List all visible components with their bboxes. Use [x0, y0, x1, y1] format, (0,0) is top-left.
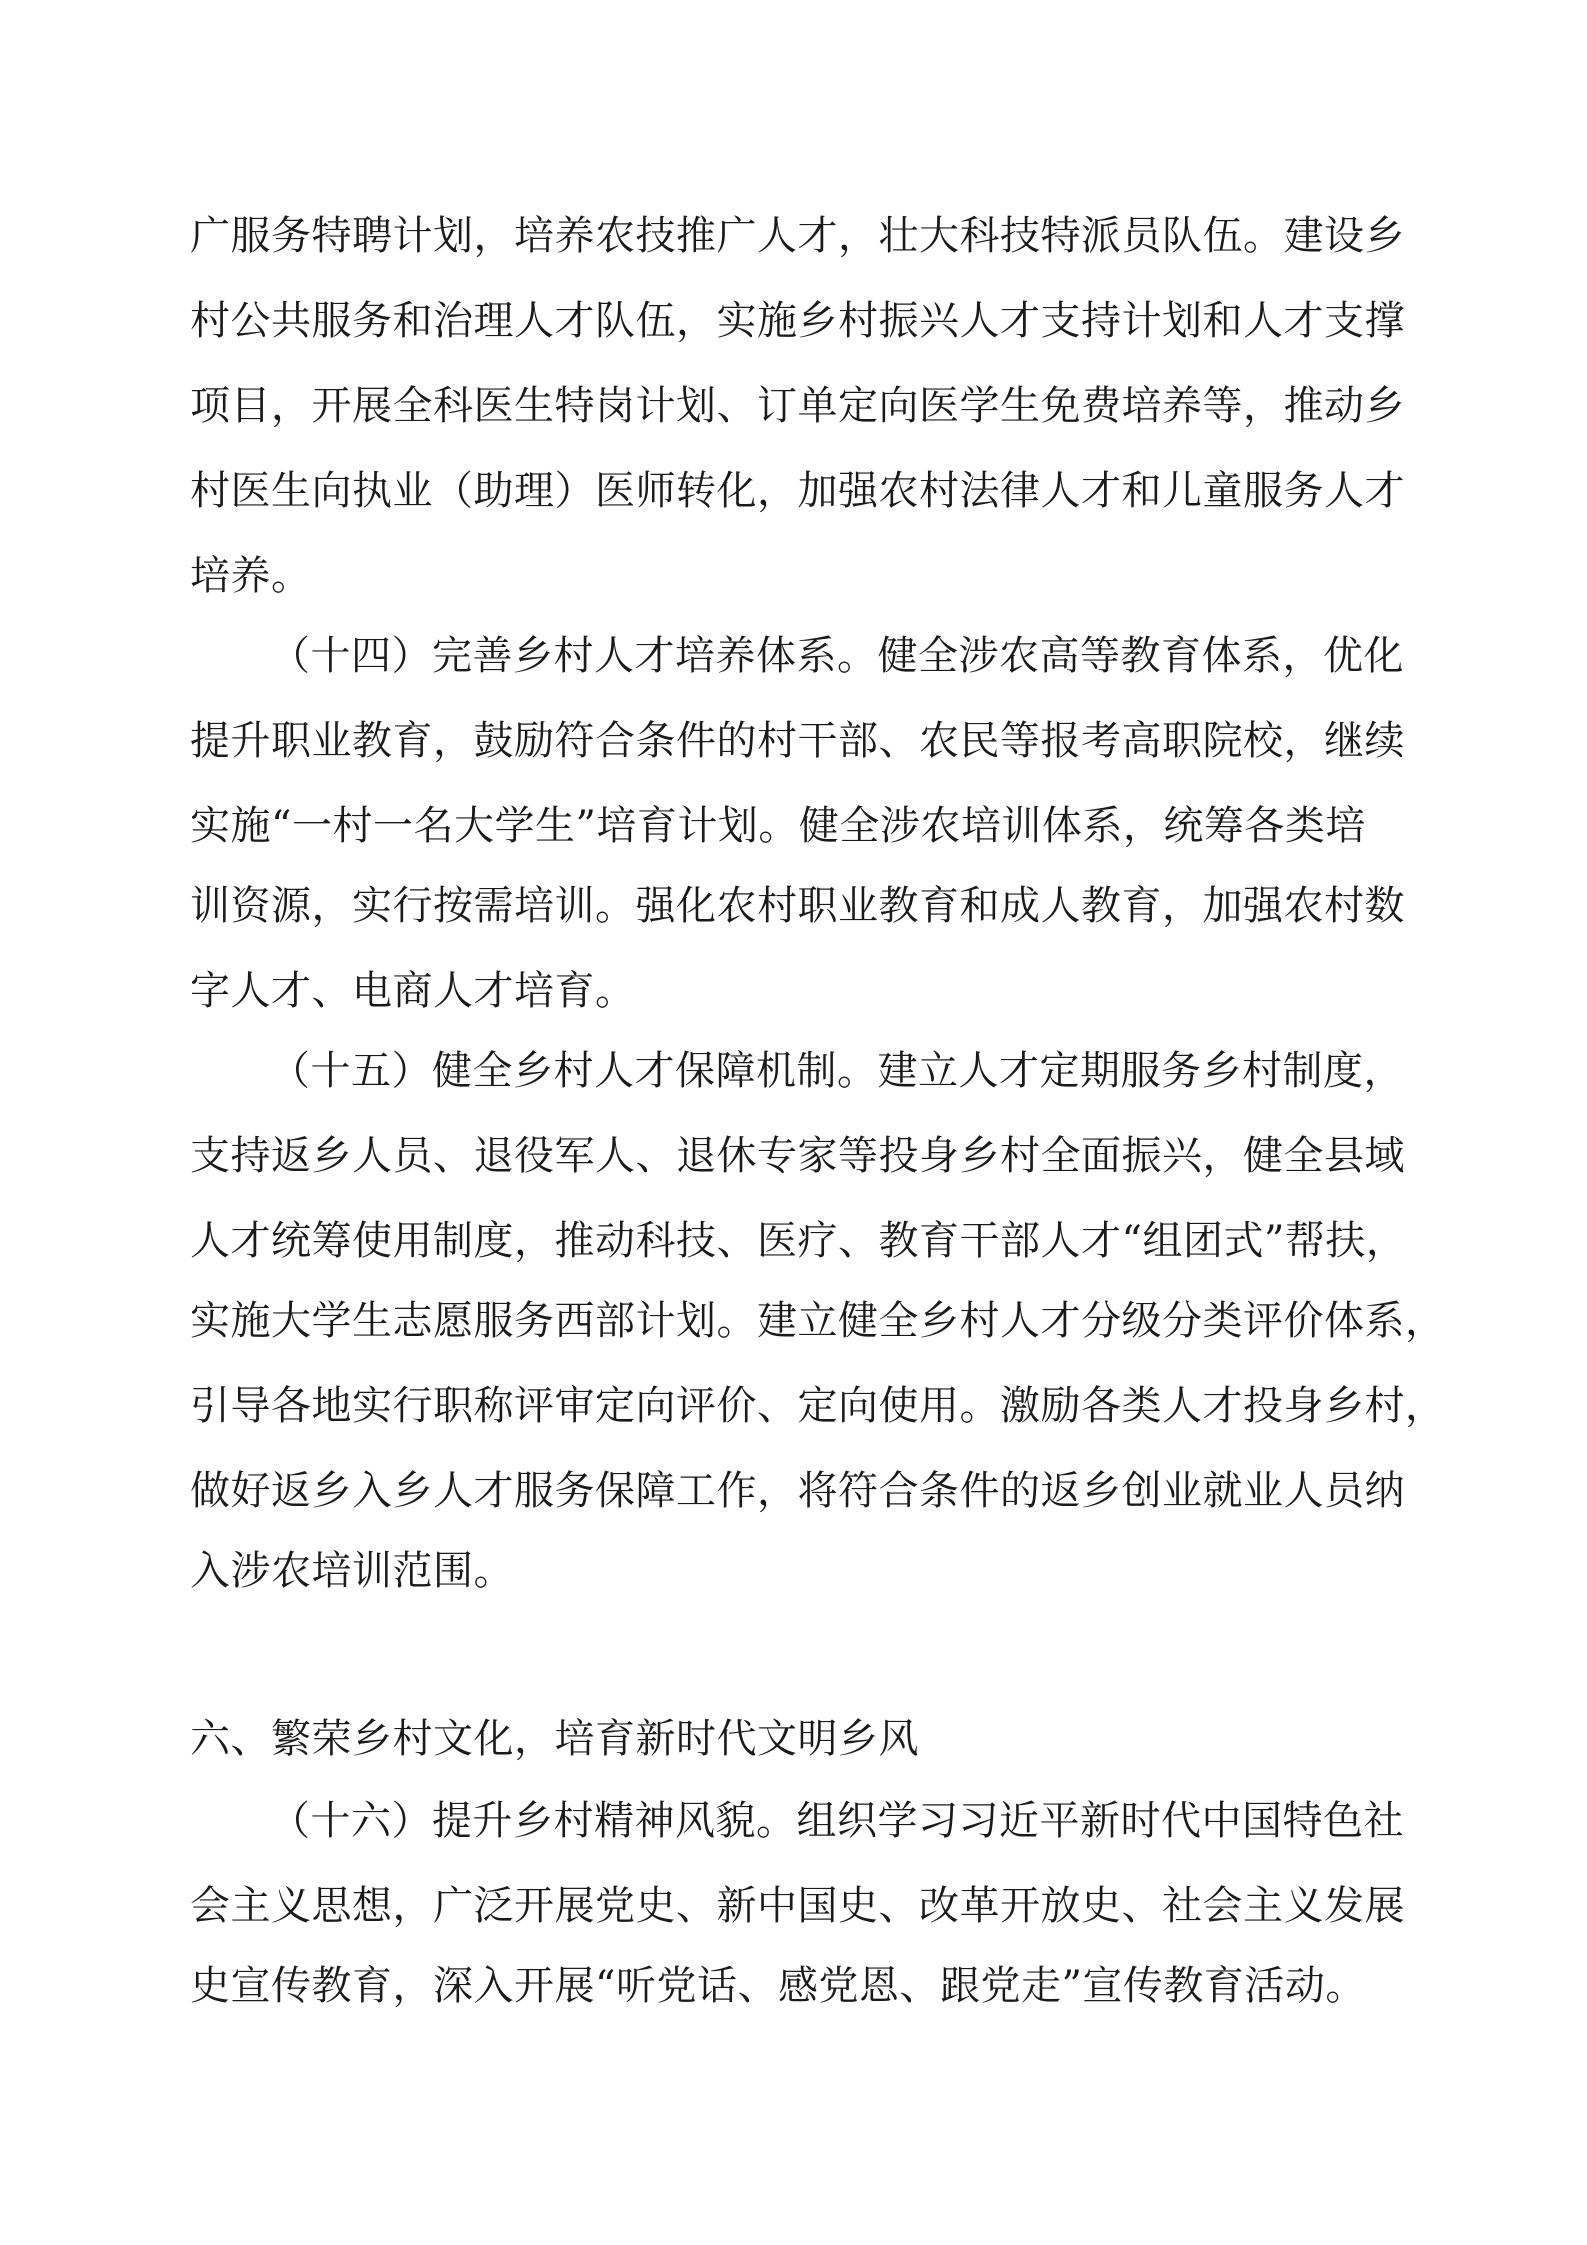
text-line-5: 培养。 [190, 553, 312, 599]
text-line-15: 引导各地实行职称评审定向评价、定向使用。激励各类人才投身乡村， [190, 1383, 1446, 1429]
text-line-10: 字人才、电商人才培育。 [190, 968, 636, 1014]
section-heading: 六、繁荣乡村文化，培育新时代文明乡风 [190, 1716, 919, 1762]
text-line-12: 支持返乡人员、退役军人、退休专家等投身乡村全面振兴，健全县域 [190, 1133, 1405, 1179]
paragraph-16-start: （十六）提升乡村精神风貌。组织学习习近平新时代中国特色社 [270, 1798, 1404, 1844]
text-line-2: 村公共服务和治理人才队伍，实施乡村振兴人才支持计划和人才支撑 [190, 298, 1405, 344]
text-line-16: 做好返乡入乡人才服务保障工作，将符合条件的返乡创业就业人员纳 [190, 1468, 1405, 1514]
text-line-1: 广服务特聘计划，培养农技推广人才，壮大科技特派员队伍。建设乡 [190, 213, 1405, 259]
text-line-14: 实施大学生志愿服务西部计划。建立健全乡村人才分级分类评价体系， [190, 1298, 1446, 1344]
text-line-13: 人才统筹使用制度，推动科技、医疗、教育干部人才“组团式”帮扶， [190, 1218, 1407, 1264]
paragraph-14-start: （十四）完善乡村人才培养体系。健全涉农高等教育体系，优化 [270, 633, 1404, 679]
text-line-21: 史宣传教育，深入开展“听党话、感党恩、跟党走”宣传教育活动。 [190, 1963, 1366, 2009]
text-line-4: 村医生向执业（助理）医师转化，加强农村法律人才和儿童服务人才 [190, 468, 1405, 514]
paragraph-15-start: （十五）健全乡村人才保障机制。建立人才定期服务乡村制度， [270, 1048, 1404, 1094]
text-line-7: 提升职业教育，鼓励符合条件的村干部、农民等报考高职院校，继续 [190, 718, 1405, 764]
text-line-17: 入涉农培训范围。 [190, 1548, 514, 1594]
text-line-9: 训资源，实行按需培训。强化农村职业教育和成人教育，加强农村数 [190, 883, 1405, 929]
text-line-20: 会主义思想，广泛开展党史、新中国史、改革开放史、社会主义发展 [190, 1883, 1405, 1929]
text-line-8: 实施“一村一名大学生”培育计划。健全涉农培训体系，统筹各类培 [190, 803, 1366, 849]
text-line-3: 项目，开展全科医生特岗计划、订单定向医学生免费培养等，推动乡 [190, 383, 1405, 429]
